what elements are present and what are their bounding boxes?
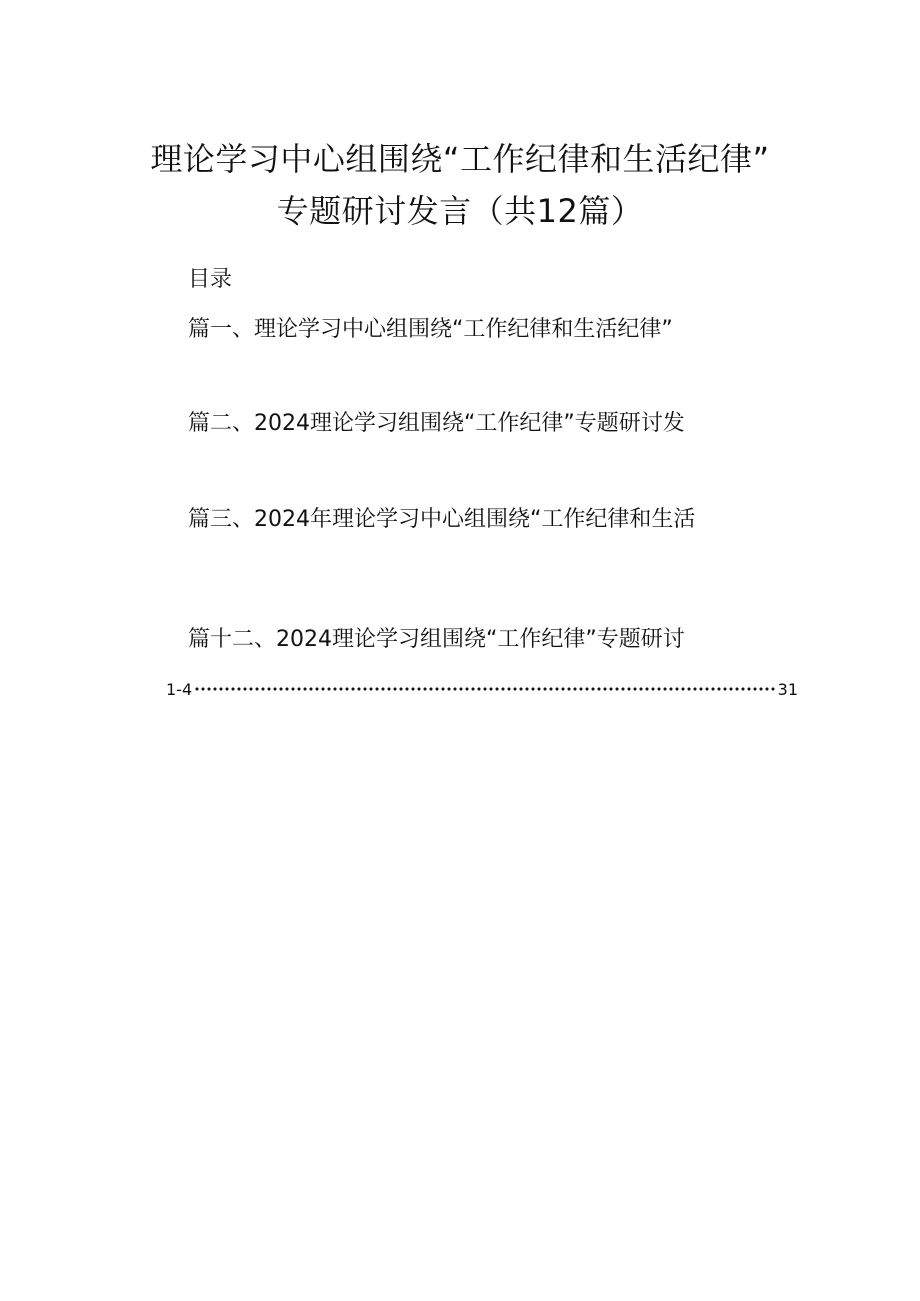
toc-page-number: 31 [777, 679, 798, 699]
toc-entry[interactable]: 篇十二、2024理论学习组围绕“工作纪律”专题研讨 [188, 627, 685, 652]
document-title-line-1: 理论学习中心组围绕“工作纪律和生活纪律” [150, 140, 770, 178]
toc-leader-dots [194, 687, 776, 691]
document-title-line-2: 专题研讨发言（共12篇） [276, 192, 644, 230]
toc-leader-left-text: 1-4 [166, 679, 193, 699]
toc-entry[interactable]: 篇二、2024理论学习组围绕“工作纪律”专题研讨发 [188, 411, 685, 436]
toc-entry[interactable]: 篇一、理论学习中心组围绕“工作纪律和生活纪律” [188, 317, 673, 342]
toc-leader-row[interactable] [166, 678, 798, 700]
toc-heading: 目录 [188, 267, 233, 292]
toc-entry[interactable]: 篇三、2024年理论学习中心组围绕“工作纪律和生活 [188, 507, 696, 532]
